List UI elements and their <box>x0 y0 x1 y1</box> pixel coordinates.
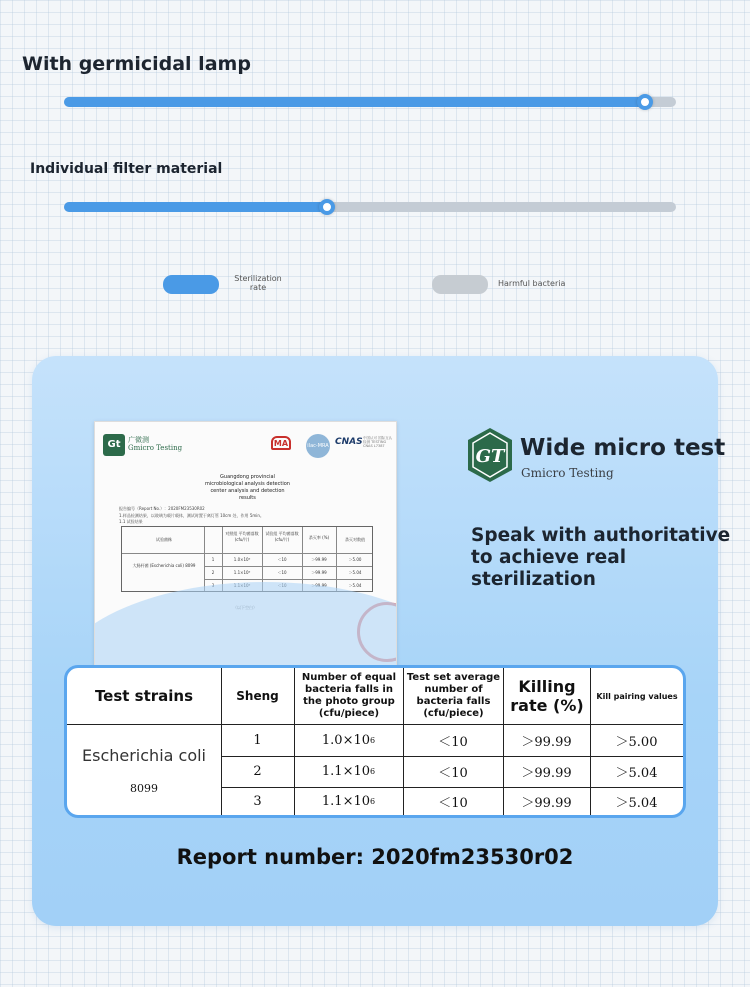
cell-control <box>294 787 403 815</box>
doc-cell: ＞99.99 <box>311 557 327 562</box>
gt-brand-logo-icon <box>466 427 514 483</box>
control-value: 1.1×10 <box>321 764 370 779</box>
header-sheng: Sheng <box>236 689 279 703</box>
header-killing-rate: Killing rate (%) <box>510 677 584 715</box>
strain-code: 8099 <box>130 781 158 795</box>
brand-mark-text: GT <box>475 446 505 467</box>
doc-title-line: center analysis and detection <box>210 488 285 494</box>
ilac-mra-icon: ilac-MRA <box>306 434 330 458</box>
doc-table-title: 1.1 试验结果 <box>119 519 143 524</box>
ma-certification-icon: MA <box>271 436 291 450</box>
doc-cell: ＞5.00 <box>348 557 362 562</box>
gt-logo-icon: Gt <box>103 434 125 456</box>
cell-kill-value: ＞5.00 <box>615 734 658 750</box>
cell-test: ＜10 <box>438 766 468 781</box>
control-exponent: 6 <box>370 735 376 745</box>
doc-cell: 2 <box>211 570 215 575</box>
progress-bar-filter-material <box>64 202 676 212</box>
cell-control <box>294 756 403 787</box>
cell-test: ＜10 <box>438 795 468 811</box>
legend-label-bacteria: Harmful bacteria <box>498 279 566 288</box>
doc-logo-en: Gmicro Testing <box>128 444 183 452</box>
doc-header: 杀灭对数值 <box>345 537 365 542</box>
doc-title <box>185 474 310 502</box>
progress-fill <box>64 202 327 212</box>
header-kill-values: Kill pairing values <box>596 691 678 701</box>
cnas-icon: CNAS <box>335 437 363 447</box>
doc-cell: ＜10 <box>277 557 287 562</box>
cell-kill-value: ＞5.04 <box>615 766 658 781</box>
doc-header: 杀灭率 (%) <box>308 535 330 540</box>
legend-swatch-sterilization <box>163 275 219 294</box>
legend-swatch-bacteria <box>432 275 488 294</box>
bar-label-germicidal-lamp: With germicidal lamp <box>22 53 251 75</box>
results-table <box>64 665 686 818</box>
doc-cell: 1.1×10⁶ <box>233 570 251 575</box>
progress-fill <box>64 97 645 107</box>
doc-title-line: microbiological analysis detection <box>205 481 290 487</box>
doc-title-line: Guangdong provincial <box>220 474 275 480</box>
doc-cell: 1.0×10⁶ <box>233 557 251 562</box>
progress-knob <box>319 199 335 215</box>
doc-sheen <box>94 582 397 671</box>
doc-cell: ＞5.04 <box>348 570 362 575</box>
doc-header: 试验组 平均菌落数 (cfu/片) <box>265 531 299 542</box>
test-report-document <box>94 421 397 671</box>
cell-rate: ＞99.99 <box>521 734 572 750</box>
cell-sheng: 3 <box>253 793 262 809</box>
cell-test: ＜10 <box>438 734 468 750</box>
doc-title-line: results <box>239 495 256 501</box>
doc-logo-cn: 广微测 <box>128 436 149 444</box>
doc-header: 试验菌株 <box>156 537 172 542</box>
cell-rate: ＞99.99 <box>521 795 572 811</box>
doc-cell: ＞99.99 <box>311 570 327 575</box>
header-control-group: Number of equal bacteria falls in the photo group (cfu/piece) <box>301 672 397 719</box>
header-test-strains: Test strains <box>94 687 194 705</box>
doc-logo-text <box>128 436 182 452</box>
strain-name: Escherichia coli <box>82 745 206 765</box>
progress-knob <box>637 94 653 110</box>
cell-control <box>294 724 403 756</box>
control-exponent: 6 <box>370 767 376 776</box>
doc-report-no: 报告编号（Report No.）：2020FM23530R02 <box>119 506 205 511</box>
cell-rate: ＞99.99 <box>521 766 572 781</box>
doc-cell: ＞5.04 <box>348 583 362 588</box>
cell-sheng: 2 <box>253 764 262 779</box>
legend-label-sterilization: Sterilization rate <box>234 274 282 292</box>
brand-name: Wide micro test <box>520 435 726 461</box>
doc-method: 1.样品检测结果，以玻璃为载片载体，测试时置于离灯管 10cm 处，作用 5min。 <box>119 513 264 518</box>
cnas-caption: 中国认可 国际互认 检测 TESTING CNAS L7387 <box>363 436 393 448</box>
report-number: Report number: 2020fm23530r02 <box>176 845 574 869</box>
control-value: 1.0×10 <box>321 732 370 748</box>
control-exponent: 6 <box>370 796 376 806</box>
cell-kill-value: ＞5.04 <box>615 795 658 811</box>
control-value: 1.1×10 <box>321 793 370 809</box>
doc-header: 对照组 平均菌落数 (cfu/片) <box>225 531 259 542</box>
doc-cell: ＜10 <box>277 570 287 575</box>
tagline: Speak with authoritative to achieve real sterilization <box>471 525 731 590</box>
bar-label-filter-material: Individual filter material <box>30 161 223 177</box>
progress-bar-germicidal-lamp <box>64 97 676 107</box>
doc-strain: 大肠杆菌 (Escherichia coli) 8099 <box>132 563 196 568</box>
header-test-group: Test set average number of bacteria falls (cfu/piece) <box>406 672 501 719</box>
cell-sheng: 1 <box>253 732 262 748</box>
brand-subtitle: Gmicro Testing <box>521 466 614 480</box>
doc-cell: 1 <box>211 557 215 562</box>
